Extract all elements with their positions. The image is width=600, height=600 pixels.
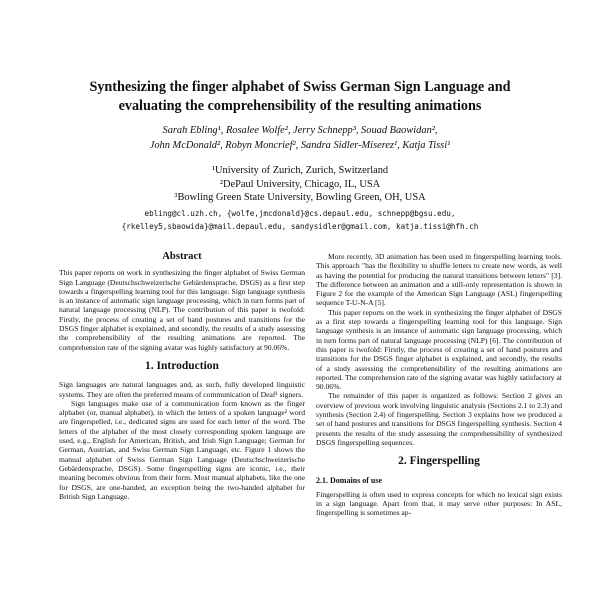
body-paragraph: More recently, 3D animation has been used in fingerspelling learning tools. This approach "has the flexibility to shuffle letters to create new words, as well as having the potential for producing the natural transitions between letters" [3]. The difference between an animation and a still-only representation is shown in Figure 2 for the example of the American Sign Language (ASL) fingerspelling sequence T-U-N-A [5]. bbox=[316, 252, 562, 308]
left-column bbox=[59, 252, 305, 501]
authors-line-2: John McDonald², Robyn Moncrief², Sandra Sidler-Miserez¹, Katja Tissi¹ bbox=[149, 139, 451, 151]
author-emails bbox=[30, 207, 570, 233]
intro-paragraph: Sign languages make use of a communication form known as the finger alphabet (or, manual alphabet), in which the letters of a spoken language² word are fingerspelled, i.e., dedicated signs are used for each letter of the word. The letters of the alphabet of the most closely corresponding spoken language are used, e.g., English for American, British, and Irish Sign Language; German for German, Austrian, and Swiss German Sign Language, etc. Figure 1 shows the manual alphabet of Swiss German Sign Language (Deutschschweizerische Gebärdensprache, DSGS). Some fingerspelling signs are iconic, i.e., their meaning becomes obvious from their form. Most manual alphabets, like the one for DSGS, are one-handed, an exception being the two-handed alphabet for British Sign Language. bbox=[59, 398, 305, 501]
authors-line-1: Sarah Ebling¹, Rosalee Wolfe², Jerry Schnepp³, Souad Baowidan², bbox=[162, 125, 438, 136]
affiliation-1: ¹University of Zurich, Zurich, Switzerland bbox=[211, 165, 389, 176]
affiliation-2: ²DePaul University, Chicago, IL, USA bbox=[219, 178, 381, 190]
body-paragraph: The remainder of this paper is organized as follows: Section 2 gives an overview of previous work involving linguistic analysis (Sections 2.1 to 2.3) and synthesis (Section 2.4) of fingerspelling. Section 3 explains how we produced a set of hand postures and transitions for DSGS fingerspelling synthesis. Section 4 presents the results of the study assessing the comprehensibility of synthesized DSGS fingerspelling sequences. bbox=[316, 391, 562, 447]
introduction-heading: 1. Introduction bbox=[145, 359, 219, 372]
abstract-text: This paper reports on work in synthesizing the finger alphabet of Swiss German Sign Language (Deutschschweizerische Gebärdensprache, DSGS) as a first step towards a fingerspelling learning tool for this language. Sign language synthesis is an instance of automatic sign language processing, which in turn forms part of natural language processing (NLP). The contribution of this paper is twofold: Firstly, the process of creating a set of hand postures and transitions for the DSGS finger alphabet is explained, and secondly, the results of a study assessing the comprehensibility of the resulting animations are reported. The comprehension rate of the signing avatar was highly satisfactory at 90.06%. bbox=[59, 268, 305, 352]
affiliation-3: ³Bowling Green State University, Bowling Green, OH, USA bbox=[174, 192, 426, 203]
author-list bbox=[40, 124, 560, 153]
fingerspelling-heading: 2. Fingerspelling bbox=[398, 455, 480, 468]
intro-paragraph: Sign languages are natural languages and, as such, fully developed linguistic systems. They are often the preferred means of communication of Deaf¹ signers. bbox=[59, 380, 305, 399]
affiliations bbox=[40, 164, 560, 205]
right-column bbox=[316, 252, 562, 518]
emails-line-2: {rkelley5,sbaowida}@mail.depaul.edu, sandysidler@gmail.com, katja.tissi@hfh.ch bbox=[121, 222, 479, 231]
domains-of-use-heading: 2.1. Domains of use bbox=[316, 475, 383, 485]
title-line-2: evaluating the comprehensibility of the resulting animations bbox=[118, 98, 482, 114]
abstract-heading: Abstract bbox=[162, 251, 202, 262]
emails-line-1: ebling@cl.uzh.ch, {wolfe,jmcdonald}@cs.depaul.edu, schnepp@bgsu.edu, bbox=[144, 209, 456, 218]
title-line-1: Synthesizing the finger alphabet of Swiss German Sign Language and bbox=[89, 79, 511, 95]
paper-title bbox=[40, 78, 560, 116]
body-paragraph: This paper reports on the work in synthesizing the finger alphabet of DSGS as a first step towards a fingerspelling learning tool for this language. Sign language synthesis is an instance of automatic sign language processing, which in turn forms part of natural language processing (NLP) [6]. The contribution of this paper is twofold: Firstly, the process of creating a set of hand postures and transitions for the DSGS finger alphabet is explained, and secondly, the results of a study assessing the comprehensibility of the resulting animations are reported. The comprehension rate of the signing avatar was highly satisfactory at 90.06%. bbox=[316, 307, 562, 392]
domains-of-use-text: Fingerspelling is often used to express concepts for which no lexical sign exists in a sign language. Apart from that, it may serve other purposes: In ASL, fingerspelling is sometimes ap- bbox=[316, 489, 562, 518]
